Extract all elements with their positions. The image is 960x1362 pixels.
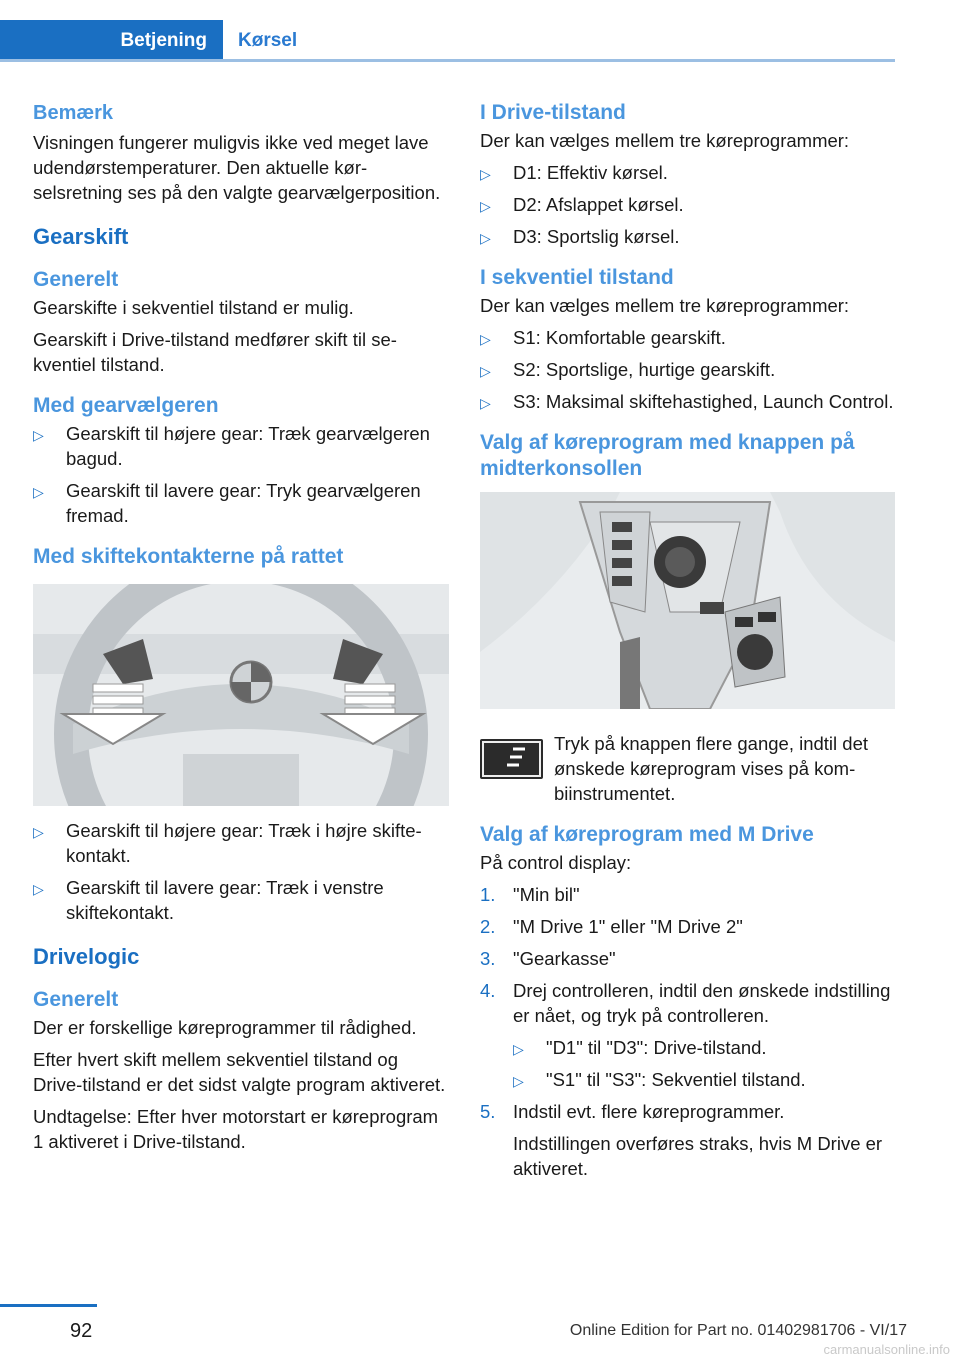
triangle-bullet-icon: ▷ — [513, 1041, 524, 1057]
list-item-text: S1: Komfortable gearskift. — [513, 327, 726, 348]
heading-skiftekontakt: Med skiftekontakterne på rattet — [33, 545, 344, 568]
step-sublist — [513, 1035, 895, 1092]
footer-divider — [0, 1304, 97, 1307]
list-item — [513, 1035, 895, 1060]
note-title: Bemærk — [33, 102, 114, 124]
watermark: carmanualsonline.info — [823, 1342, 950, 1357]
list-item — [480, 224, 895, 249]
steering-wheel-illustration — [33, 584, 449, 806]
step-text: "Min bil" — [513, 884, 580, 905]
list-item — [480, 325, 895, 350]
header-bar — [0, 0, 895, 62]
drive-list — [480, 160, 895, 249]
step-item — [480, 978, 895, 1092]
left-column — [33, 100, 449, 1161]
sekventiel-list — [480, 325, 895, 414]
list-item — [33, 478, 449, 528]
list-item-text: S3: Maksimal skiftehastighed, Launch Control. — [513, 391, 894, 412]
step-item — [480, 1099, 895, 1181]
triangle-bullet-icon: ▷ — [480, 363, 491, 379]
heading-drivelogic: Drivelogic — [33, 944, 140, 969]
edition-text: Online Edition for Part no. 01402981706 - VI/17 — [569, 1322, 907, 1339]
triangle-bullet-icon: ▷ — [33, 484, 44, 500]
heading-generelt: Generelt — [33, 268, 119, 291]
list-item — [480, 160, 895, 185]
note-box — [480, 731, 895, 806]
heading-midterkonsol: Valg af køreprogram med knappen på midterkonsollen — [480, 431, 855, 480]
page-number: 92 — [70, 1320, 93, 1342]
heading-drive-tilstand: I Drive-tilstand — [480, 101, 626, 124]
paragraph: Undtagelse: Efter hver motorstart er køreprogram 1 aktiveret i Drive-tilstand. — [33, 1106, 439, 1152]
step-item — [480, 914, 895, 939]
list-item — [480, 389, 895, 414]
list-item — [513, 1067, 895, 1092]
list-item — [33, 818, 449, 868]
triangle-bullet-icon: ▷ — [480, 230, 491, 246]
heading-gearvaelger: Med gearvælgeren — [33, 394, 219, 417]
list-item-text: Gearskift til lavere gear: Træk i venstre skiftekontakt. — [66, 877, 384, 923]
gearvaelger-list — [33, 421, 449, 528]
triangle-bullet-icon: ▷ — [33, 824, 44, 840]
list-item-text: "S1" til "S3": Sekventiel tilstand. — [546, 1069, 806, 1090]
note-text: Visningen fungerer muligvis ikke ved meget lave udendørstemperaturer. Den aktuelle kørselsretning ses på den valgte gearvælgerposition. — [33, 132, 441, 203]
heading-mdrive: Valg af køreprogram med M Drive — [480, 823, 814, 846]
step-extra-text: Indstillingen overføres straks, hvis M Drive er aktiveret. — [513, 1133, 883, 1179]
triangle-bullet-icon: ▷ — [480, 331, 491, 347]
paragraph: Der er forskellige køreprogrammer til rådighed. — [33, 1017, 417, 1038]
mdrive-steps — [480, 882, 895, 1181]
tab-betjening[interactable]: Betjening — [0, 20, 223, 62]
list-item-text: S2: Sportslige, hurtige gearskift. — [513, 359, 776, 380]
list-item-text: Gearskift til højere gear: Træk i højre skiftekontakt. — [66, 820, 422, 866]
heading-gearskift: Gearskift — [33, 224, 129, 249]
list-item — [480, 192, 895, 217]
list-item-text: D3: Sportslig kørsel. — [513, 226, 680, 247]
triangle-bullet-icon: ▷ — [33, 881, 44, 897]
triangle-bullet-icon: ▷ — [33, 427, 44, 443]
triangle-bullet-icon: ▷ — [513, 1073, 524, 1089]
paragraph: Gearskifte i sekventiel tilstand er mulig. — [33, 297, 354, 318]
list-item-text: Gearskift til lavere gear: Tryk gearvælgeren fremad. — [66, 480, 421, 526]
triangle-bullet-icon: ▷ — [480, 198, 491, 214]
step-text: "Gearkasse" — [513, 948, 616, 969]
step-item — [480, 882, 895, 907]
step-text: Indstil evt. flere køreprogrammer. — [513, 1101, 785, 1122]
drive-mode-button-icon — [480, 739, 543, 779]
list-item-text: Gearskift til højere gear: Træk gearvælgeren bagud. — [66, 423, 430, 469]
step-text: Drej controlleren, indtil den ønskede indstilling er nået, og tryk på controlleren. — [513, 980, 891, 1026]
paragraph: Efter hvert skift mellem sekventiel tilstand og Drive-tilstand er det sidst valgte program aktiveret. — [33, 1049, 446, 1095]
step-number: 1. — [480, 884, 496, 905]
heading-generelt: Generelt — [33, 988, 119, 1011]
paragraph: På control display: — [480, 852, 632, 873]
step-item — [480, 946, 895, 971]
heading-sekventiel-tilstand: I sekventiel tilstand — [480, 266, 674, 289]
header-divider — [0, 59, 895, 62]
step-number: 2. — [480, 916, 496, 937]
center-console-illustration — [480, 492, 895, 709]
list-item-text: D1: Effektiv kørsel. — [513, 162, 668, 183]
skiftekontakt-list — [33, 818, 449, 925]
list-item — [33, 421, 449, 471]
list-item — [33, 875, 449, 925]
step-number: 4. — [480, 980, 496, 1001]
list-item-text: "D1" til "D3": Drive-tilstand. — [546, 1037, 767, 1058]
step-number: 5. — [480, 1101, 496, 1122]
triangle-bullet-icon: ▷ — [480, 166, 491, 182]
list-item-text: D2: Afslappet kørsel. — [513, 194, 684, 215]
step-number: 3. — [480, 948, 496, 969]
paragraph: Gearskift i Drive-tilstand medfører skift til sekventiel tilstand. — [33, 329, 397, 375]
triangle-bullet-icon: ▷ — [480, 395, 491, 411]
list-item — [480, 357, 895, 382]
right-column — [480, 100, 895, 1188]
paragraph: Der kan vælges mellem tre køreprogrammer: — [480, 130, 850, 151]
tab-korsel[interactable]: Kørsel — [238, 30, 298, 51]
note-text: Tryk på knappen flere gange, indtil det ønskede køreprogram vises på kombiinstrumentet. — [554, 733, 869, 804]
paragraph: Der kan vælges mellem tre køreprogrammer: — [480, 295, 850, 316]
step-text: "M Drive 1" eller "M Drive 2" — [513, 916, 743, 937]
